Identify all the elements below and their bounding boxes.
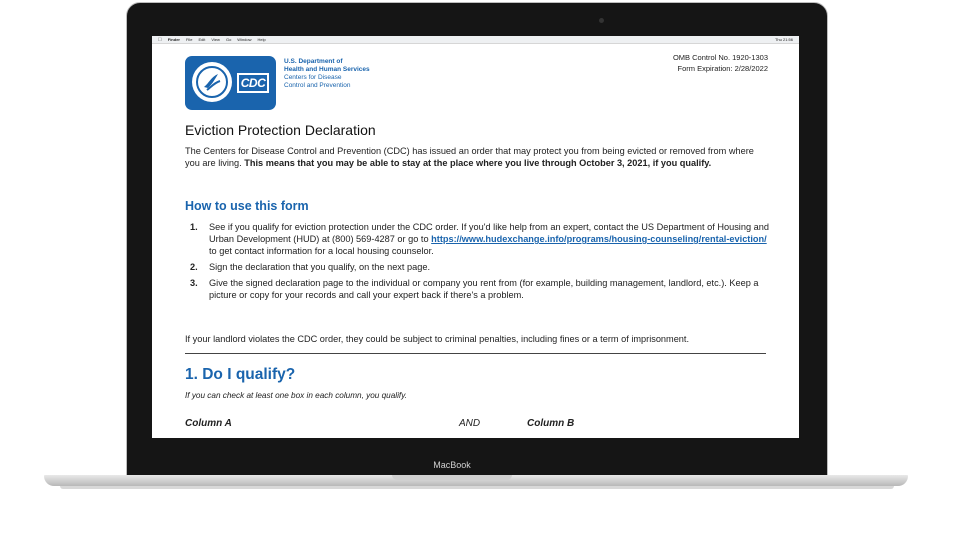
list-item: [185, 261, 770, 273]
menu-item-go[interactable]: Go: [222, 37, 228, 42]
menu-item-help[interactable]: Help: [253, 37, 263, 42]
column-a-label: Column A: [185, 418, 232, 429]
step-number: 2.: [190, 262, 198, 273]
agency-line-3: Centers for Disease: [284, 74, 342, 81]
apple-icon[interactable]: [158, 37, 162, 43]
menubar-clock[interactable]: Thu 21:56: [774, 37, 793, 42]
step-text: See if you qualify for eviction protection under the CDC order. If you'd like help from an expert, contact the US Department of Housing and Urban Development (HUD) at (800) 569-4287 or go to https://www.hudexchange.info/programs/housing-counseling/rental-eviction/ to get contact information for a local housing counselor.: [209, 222, 769, 257]
qualify-note: If you can check at least one box in each column, you qualify.: [185, 391, 407, 400]
omb-info: [673, 52, 768, 74]
document-page: [152, 44, 799, 438]
menu-item-finder[interactable]: Finder: [164, 37, 177, 42]
divider: [185, 353, 766, 354]
intro-bold-text: This means that you may be able to stay at the place where you live through October 3, 2021, if you qualify.: [244, 158, 712, 169]
menu-item-edit[interactable]: Edit: [194, 37, 202, 42]
form-expiration: Form Expiration: 2/28/2022: [677, 64, 768, 73]
omb-control-number: OMB Control No. 1920-1303: [672, 53, 768, 62]
camera-icon: [599, 18, 604, 23]
menu-item-window[interactable]: Window: [233, 37, 248, 42]
how-to-heading: How to use this form: [185, 199, 309, 213]
list-item: [185, 277, 770, 301]
screen: [152, 36, 799, 438]
intro-text: The Centers for Disease Control and Prevention (CDC) has issued an order that may protect you from being evicted or removed from where you are living.: [185, 146, 754, 169]
intro-paragraph: [185, 145, 770, 170]
hhs-seal-icon: [192, 62, 232, 102]
laptop-notch: [392, 475, 512, 480]
agency-line-4: Control and Prevention: [284, 82, 351, 89]
hhs-cdc-logo: [185, 56, 276, 110]
menu-item-file[interactable]: File: [182, 37, 189, 42]
menu-bar: [152, 36, 799, 44]
agency-name: [284, 58, 370, 90]
list-item: [185, 221, 770, 257]
section-heading-qualify: 1. Do I qualify?: [185, 366, 296, 383]
macbook-label: MacBook: [433, 460, 471, 470]
menu-item-view[interactable]: View: [207, 37, 217, 42]
agency-line-1: U.S. Department of: [284, 58, 343, 65]
document-title: Eviction Protection Declaration: [185, 122, 376, 138]
agency-line-2: Health and Human Services: [284, 66, 370, 73]
cdc-logo-text: CDC: [237, 73, 269, 93]
laptop-shadow: [60, 486, 894, 489]
step-number: 1.: [190, 222, 198, 232]
step-text: Sign the declaration that you qualify, on the next page.: [209, 262, 430, 273]
step-text: Give the signed declaration page to the individual or company you rent from (for example, building management, landlord, etc.). Keep a picture or copy for your records and call your expert back if there's a problem.: [209, 278, 759, 301]
step-number: 3.: [190, 278, 198, 289]
and-label: AND: [459, 418, 481, 429]
column-b-label: Column B: [527, 418, 575, 429]
hud-exchange-link[interactable]: https://www.hudexchange.info/programs/housing-counseling/rental-eviction/: [431, 234, 767, 245]
steps-list: [185, 221, 770, 306]
penalty-paragraph: If your landlord violates the CDC order, they could be subject to criminal penalties, including fines or a term of imprisonment.: [185, 334, 690, 344]
